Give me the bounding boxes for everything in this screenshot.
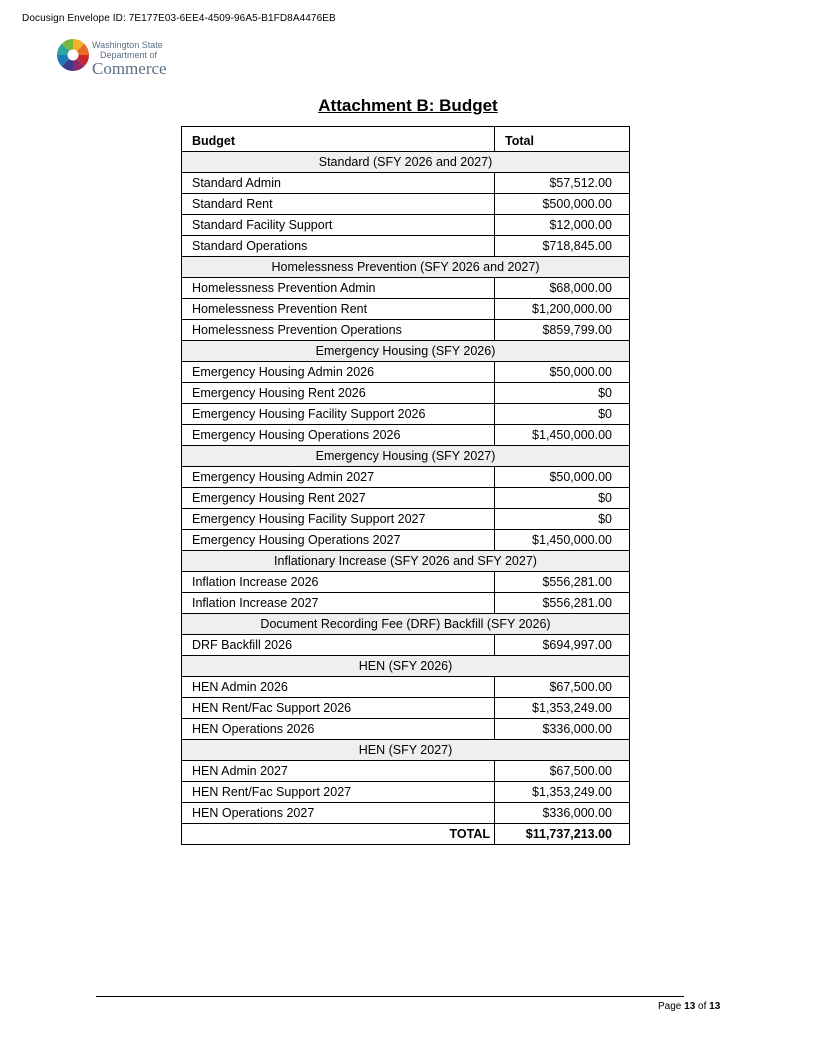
line-item-label: Emergency Housing Facility Support 2027 bbox=[182, 509, 495, 530]
logo-line-2: Department of bbox=[100, 50, 158, 60]
section-header-row bbox=[182, 551, 630, 572]
line-item-label: Standard Facility Support bbox=[182, 215, 495, 236]
section-title: HEN (SFY 2027) bbox=[182, 740, 630, 761]
section-title: Inflationary Increase (SFY 2026 and SFY 2027) bbox=[182, 551, 630, 572]
section-title: Document Recording Fee (DRF) Backfill (SFY 2026) bbox=[182, 614, 630, 635]
page-prefix: Page bbox=[658, 1001, 682, 1012]
section-title: Emergency Housing (SFY 2026) bbox=[182, 341, 630, 362]
budget-body bbox=[182, 152, 630, 845]
section-header-row bbox=[182, 341, 630, 362]
page-of: of bbox=[698, 1001, 707, 1012]
table-header-row bbox=[182, 127, 630, 152]
table-row bbox=[182, 572, 630, 593]
line-item-label: Emergency Housing Rent 2026 bbox=[182, 383, 495, 404]
table-row bbox=[182, 488, 630, 509]
line-item-label: HEN Rent/Fac Support 2026 bbox=[182, 698, 495, 719]
total-label: TOTAL bbox=[182, 824, 495, 845]
table-row bbox=[182, 299, 630, 320]
line-item-amount: $67,500.00 bbox=[495, 677, 630, 698]
table-row bbox=[182, 761, 630, 782]
line-item-amount: $68,000.00 bbox=[495, 278, 630, 299]
section-title: Standard (SFY 2026 and 2027) bbox=[182, 152, 630, 173]
commerce-logo bbox=[56, 38, 181, 78]
total-row bbox=[182, 824, 630, 845]
line-item-label: Standard Rent bbox=[182, 194, 495, 215]
table-row bbox=[182, 467, 630, 488]
table-row bbox=[182, 278, 630, 299]
line-item-label: Standard Admin bbox=[182, 173, 495, 194]
envelope-id: Docusign Envelope ID: 7E177E03-6EE4-4509-96A5-B1FD8A4476EB bbox=[22, 13, 336, 24]
line-item-label: Emergency Housing Rent 2027 bbox=[182, 488, 495, 509]
footer-divider bbox=[96, 996, 684, 997]
line-item-amount: $0 bbox=[495, 488, 630, 509]
line-item-label: Emergency Housing Operations 2026 bbox=[182, 425, 495, 446]
table-row bbox=[182, 803, 630, 824]
line-item-amount: $1,450,000.00 bbox=[495, 425, 630, 446]
line-item-label: Standard Operations bbox=[182, 236, 495, 257]
table-row bbox=[182, 383, 630, 404]
line-item-amount: $500,000.00 bbox=[495, 194, 630, 215]
table-row bbox=[182, 173, 630, 194]
line-item-amount: $50,000.00 bbox=[495, 467, 630, 488]
table-row bbox=[182, 698, 630, 719]
line-item-label: Inflation Increase 2027 bbox=[182, 593, 495, 614]
line-item-amount: $336,000.00 bbox=[495, 719, 630, 740]
line-item-amount: $0 bbox=[495, 404, 630, 425]
line-item-label: Emergency Housing Facility Support 2026 bbox=[182, 404, 495, 425]
line-item-amount: $1,353,249.00 bbox=[495, 782, 630, 803]
logo-wheel-icon bbox=[56, 38, 90, 72]
line-item-amount: $556,281.00 bbox=[495, 572, 630, 593]
line-item-amount: $12,000.00 bbox=[495, 215, 630, 236]
line-item-amount: $1,450,000.00 bbox=[495, 530, 630, 551]
line-item-amount: $0 bbox=[495, 383, 630, 404]
line-item-amount: $336,000.00 bbox=[495, 803, 630, 824]
table-row bbox=[182, 530, 630, 551]
table-row bbox=[182, 677, 630, 698]
line-item-label: Homelessness Prevention Rent bbox=[182, 299, 495, 320]
line-item-amount: $50,000.00 bbox=[495, 362, 630, 383]
line-item-label: HEN Operations 2026 bbox=[182, 719, 495, 740]
table-row bbox=[182, 362, 630, 383]
section-header-row bbox=[182, 446, 630, 467]
line-item-label: Homelessness Prevention Operations bbox=[182, 320, 495, 341]
line-item-label: Emergency Housing Admin 2027 bbox=[182, 467, 495, 488]
table-row bbox=[182, 509, 630, 530]
table-row bbox=[182, 194, 630, 215]
section-header-row bbox=[182, 740, 630, 761]
line-item-amount: $694,997.00 bbox=[495, 635, 630, 656]
section-header-row bbox=[182, 152, 630, 173]
line-item-amount: $556,281.00 bbox=[495, 593, 630, 614]
line-item-amount: $67,500.00 bbox=[495, 761, 630, 782]
header-budget: Budget bbox=[182, 127, 495, 152]
total-amount: $11,737,213.00 bbox=[495, 824, 630, 845]
table-row bbox=[182, 320, 630, 341]
line-item-amount: $0 bbox=[495, 509, 630, 530]
budget-table bbox=[181, 126, 630, 845]
section-title: Homelessness Prevention (SFY 2026 and 2027) bbox=[182, 257, 630, 278]
header-total: Total bbox=[495, 127, 630, 152]
line-item-label: Emergency Housing Operations 2027 bbox=[182, 530, 495, 551]
page-current: 13 bbox=[684, 1001, 696, 1012]
page-number bbox=[658, 1001, 720, 1012]
line-item-label: HEN Rent/Fac Support 2027 bbox=[182, 782, 495, 803]
line-item-label: Inflation Increase 2026 bbox=[182, 572, 495, 593]
logo-line-1: Washington State bbox=[92, 40, 163, 50]
page-title: Attachment B: Budget bbox=[318, 96, 498, 115]
table-row bbox=[182, 404, 630, 425]
line-item-amount: $57,512.00 bbox=[495, 173, 630, 194]
table-row bbox=[182, 719, 630, 740]
section-title: Emergency Housing (SFY 2027) bbox=[182, 446, 630, 467]
line-item-amount: $1,353,249.00 bbox=[495, 698, 630, 719]
table-row bbox=[182, 425, 630, 446]
section-header-row bbox=[182, 614, 630, 635]
table-row bbox=[182, 635, 630, 656]
line-item-label: HEN Operations 2027 bbox=[182, 803, 495, 824]
section-header-row bbox=[182, 257, 630, 278]
line-item-label: Emergency Housing Admin 2026 bbox=[182, 362, 495, 383]
line-item-label: HEN Admin 2027 bbox=[182, 761, 495, 782]
line-item-amount: $718,845.00 bbox=[495, 236, 630, 257]
table-row bbox=[182, 782, 630, 803]
table-row bbox=[182, 236, 630, 257]
logo-line-3: Commerce bbox=[92, 59, 167, 78]
table-row bbox=[182, 593, 630, 614]
table-row bbox=[182, 215, 630, 236]
line-item-amount: $859,799.00 bbox=[495, 320, 630, 341]
page-total: 13 bbox=[709, 1001, 721, 1012]
section-header-row bbox=[182, 656, 630, 677]
line-item-label: Homelessness Prevention Admin bbox=[182, 278, 495, 299]
section-title: HEN (SFY 2026) bbox=[182, 656, 630, 677]
line-item-label: HEN Admin 2026 bbox=[182, 677, 495, 698]
line-item-label: DRF Backfill 2026 bbox=[182, 635, 495, 656]
line-item-amount: $1,200,000.00 bbox=[495, 299, 630, 320]
